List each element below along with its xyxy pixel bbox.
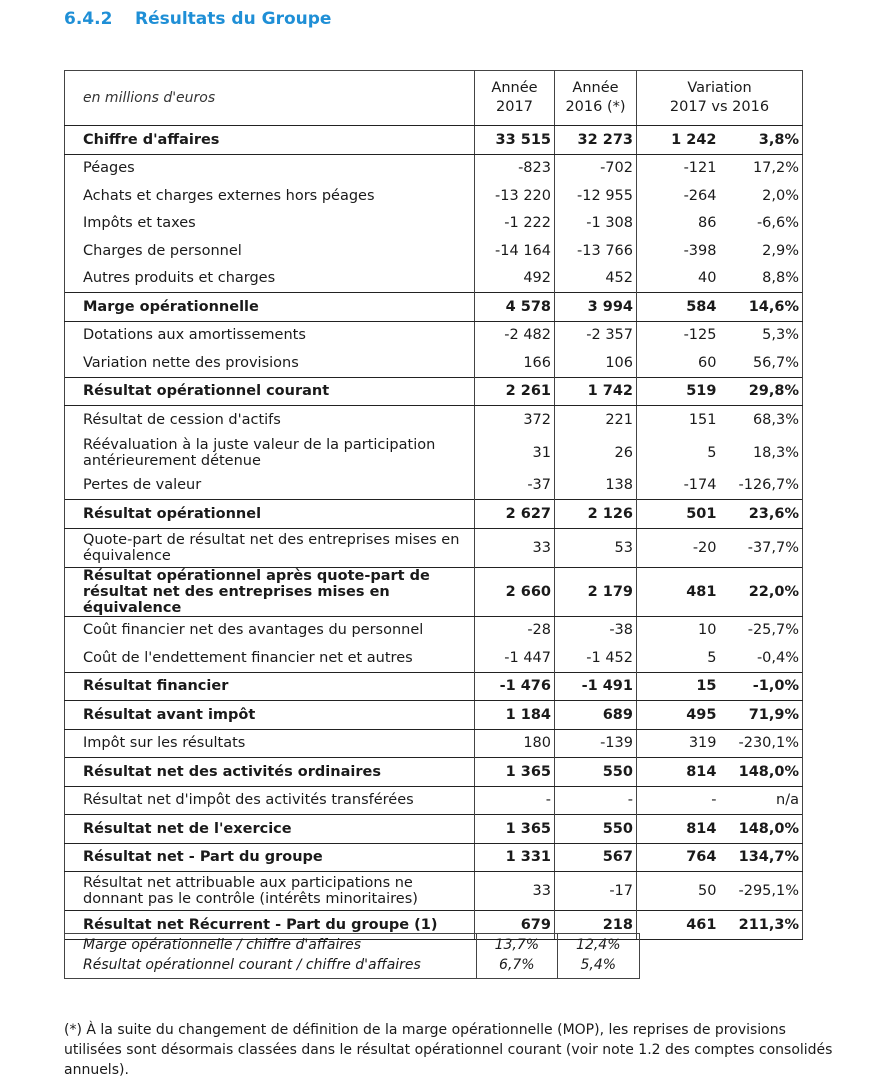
value-2017: 2 660 xyxy=(475,567,555,616)
value-variation-pct: 29,8% xyxy=(720,377,803,406)
value-variation-pct: -6,6% xyxy=(720,210,803,238)
value-2016: 567 xyxy=(555,843,637,872)
row-label: Résultat opérationnel courant xyxy=(65,377,475,406)
value-variation: 814 xyxy=(637,815,720,844)
row-label: Pertes de valeur xyxy=(65,472,475,500)
value-variation-pct: 5,3% xyxy=(720,321,803,349)
table-row xyxy=(65,406,803,434)
value-variation: 481 xyxy=(637,567,720,616)
value-2016: -17 xyxy=(555,872,637,911)
section-title: Résultats du Groupe xyxy=(135,9,332,29)
value-2016: -2 357 xyxy=(555,321,637,349)
value-variation: 319 xyxy=(637,729,720,758)
table-row xyxy=(65,729,803,758)
ratio-2016-values xyxy=(557,934,639,979)
value-variation: 495 xyxy=(637,701,720,730)
row-label: Charges de personnel xyxy=(65,237,475,265)
value-variation-pct: -1,0% xyxy=(720,672,803,701)
value-variation: 10 xyxy=(637,616,720,644)
table-row xyxy=(65,567,803,616)
row-label: Résultat net - Part du groupe xyxy=(65,843,475,872)
ratio-label: Marge opérationnelle / chiffre d'affaires xyxy=(83,937,362,953)
row-label: Variation nette des provisions xyxy=(65,349,475,377)
value-2017: 492 xyxy=(475,265,555,293)
value-variation-pct: -37,7% xyxy=(720,528,803,567)
value-2017: - xyxy=(475,786,555,815)
value-variation: - xyxy=(637,786,720,815)
value-variation: -264 xyxy=(637,182,720,210)
row-label: Marge opérationnelle xyxy=(65,293,475,322)
value-variation-pct: n/a xyxy=(720,786,803,815)
value-2017: -1 476 xyxy=(475,672,555,701)
value-variation: 764 xyxy=(637,843,720,872)
value-2017: 4 578 xyxy=(475,293,555,322)
value-variation: 40 xyxy=(637,265,720,293)
value-variation-pct: 17,2% xyxy=(720,154,803,182)
value-2017: 2 261 xyxy=(475,377,555,406)
table-row xyxy=(65,843,803,872)
results-table xyxy=(64,70,803,940)
row-label: Résultat opérationnel après quote-part de résultat net des entreprises mises en équivalence xyxy=(65,567,475,616)
table-row xyxy=(65,786,803,815)
value-2017: -1 222 xyxy=(475,210,555,238)
row-label: Coût financier net des avantages du personnel xyxy=(65,616,475,644)
section-heading xyxy=(64,9,331,29)
row-label: Résultat net attribuable aux participations ne donnant pas le contrôle (intérêts minoritaires) xyxy=(65,872,475,911)
value-2017: -1 447 xyxy=(475,644,555,672)
value-variation-pct: -0,4% xyxy=(720,644,803,672)
value-2016: 32 273 xyxy=(555,126,637,155)
row-label: Quote-part de résultat net des entreprises mises en équivalence xyxy=(65,528,475,567)
row-label: Impôt sur les résultats xyxy=(65,729,475,758)
value-2016: -1 308 xyxy=(555,210,637,238)
row-label: Résultat net de l'exercice xyxy=(65,815,475,844)
value-2016: 218 xyxy=(555,911,637,940)
value-2016: 221 xyxy=(555,406,637,434)
value-variation-pct: 8,8% xyxy=(720,265,803,293)
table-row xyxy=(65,616,803,644)
table-row xyxy=(65,701,803,730)
value-variation-pct: 14,6% xyxy=(720,293,803,322)
units-label: en millions d'euros xyxy=(65,71,475,126)
value-2017: -37 xyxy=(475,472,555,500)
value-variation-pct: 211,3% xyxy=(720,911,803,940)
value-2016: 138 xyxy=(555,472,637,500)
table-row xyxy=(65,872,803,911)
value-2017: 2 627 xyxy=(475,500,555,529)
value-2016: 26 xyxy=(555,434,637,472)
value-variation-pct: 22,0% xyxy=(720,567,803,616)
row-label: Résultat opérationnel xyxy=(65,500,475,529)
value-2017: 33 515 xyxy=(475,126,555,155)
row-label: Coût de l'endettement financier net et autres xyxy=(65,644,475,672)
value-2017: 679 xyxy=(475,911,555,940)
value-2017: 372 xyxy=(475,406,555,434)
value-variation: 501 xyxy=(637,500,720,529)
table-row xyxy=(65,182,803,210)
value-variation-pct: -230,1% xyxy=(720,729,803,758)
value-variation: 1 242 xyxy=(637,126,720,155)
value-2016: 2 179 xyxy=(555,567,637,616)
value-2017: 166 xyxy=(475,349,555,377)
table-row xyxy=(65,265,803,293)
value-variation: 584 xyxy=(637,293,720,322)
ratios-row xyxy=(65,934,640,979)
value-variation-pct: 68,3% xyxy=(720,406,803,434)
value-variation: -174 xyxy=(637,472,720,500)
value-2017: 33 xyxy=(475,872,555,911)
table-row xyxy=(65,758,803,787)
row-label: Résultat net des activités ordinaires xyxy=(65,758,475,787)
value-2017: -14 164 xyxy=(475,237,555,265)
table-row xyxy=(65,293,803,322)
header-variation: Variation 2017 vs 2016 xyxy=(637,71,803,126)
value-variation-pct: -295,1% xyxy=(720,872,803,911)
value-2016: 53 xyxy=(555,528,637,567)
table-row xyxy=(65,434,803,472)
value-variation: 519 xyxy=(637,377,720,406)
row-label: Péages xyxy=(65,154,475,182)
value-2016: -13 766 xyxy=(555,237,637,265)
value-2017: -28 xyxy=(475,616,555,644)
value-variation: -20 xyxy=(637,528,720,567)
ratio-labels xyxy=(65,934,477,979)
value-2016: 3 994 xyxy=(555,293,637,322)
value-2016: 1 742 xyxy=(555,377,637,406)
row-label: Achats et charges externes hors péages xyxy=(65,182,475,210)
row-label: Résultat de cession d'actifs xyxy=(65,406,475,434)
row-label: Résultat avant impôt xyxy=(65,701,475,730)
value-2016: 2 126 xyxy=(555,500,637,529)
table-row xyxy=(65,528,803,567)
value-2016: -702 xyxy=(555,154,637,182)
table-row xyxy=(65,154,803,182)
value-2016: 550 xyxy=(555,758,637,787)
value-2017: -823 xyxy=(475,154,555,182)
section-number: 6.4.2 xyxy=(64,9,113,29)
value-variation-pct: 148,0% xyxy=(720,815,803,844)
value-variation: 461 xyxy=(637,911,720,940)
value-variation-pct: 3,8% xyxy=(720,126,803,155)
value-2017: 180 xyxy=(475,729,555,758)
value-2017: 1 184 xyxy=(475,701,555,730)
value-2016: 550 xyxy=(555,815,637,844)
value-variation: 60 xyxy=(637,349,720,377)
value-2016: - xyxy=(555,786,637,815)
table-row xyxy=(65,377,803,406)
value-2016: -1 491 xyxy=(555,672,637,701)
value-2017: 31 xyxy=(475,434,555,472)
value-2017: 33 xyxy=(475,528,555,567)
value-2016: -38 xyxy=(555,616,637,644)
value-variation-pct: -126,7% xyxy=(720,472,803,500)
row-label: Autres produits et charges xyxy=(65,265,475,293)
ratio-value: 5,4% xyxy=(580,957,617,973)
value-2016: -139 xyxy=(555,729,637,758)
footnote: (*) À la suite du changement de définition de la marge opérationnelle (MOP), les reprises de provisions utilisées sont désormais classées dans le résultat opérationnel courant (voir note 1.2 des comptes consolidés annuels). xyxy=(64,1022,833,1078)
row-label: Résultat net Récurrent - Part du groupe (1) xyxy=(65,911,475,940)
value-2017: 1 365 xyxy=(475,758,555,787)
table-row xyxy=(65,500,803,529)
row-label: Impôts et taxes xyxy=(65,210,475,238)
value-variation-pct: 134,7% xyxy=(720,843,803,872)
value-2016: -12 955 xyxy=(555,182,637,210)
ratio-2017-values xyxy=(477,934,557,979)
value-2016: -1 452 xyxy=(555,644,637,672)
value-2017: -2 482 xyxy=(475,321,555,349)
value-2017: 1 365 xyxy=(475,815,555,844)
table-row xyxy=(65,349,803,377)
row-label: Résultat net d'impôt des activités transférées xyxy=(65,786,475,815)
value-variation-pct: 18,3% xyxy=(720,434,803,472)
value-variation-pct: 56,7% xyxy=(720,349,803,377)
table-row xyxy=(65,237,803,265)
value-2017: -13 220 xyxy=(475,182,555,210)
value-variation: 151 xyxy=(637,406,720,434)
value-variation-pct: 2,9% xyxy=(720,237,803,265)
value-variation: -121 xyxy=(637,154,720,182)
table-row xyxy=(65,644,803,672)
value-variation: -125 xyxy=(637,321,720,349)
header-2017: Année 2017 xyxy=(475,71,555,126)
value-2016: 452 xyxy=(555,265,637,293)
table-row xyxy=(65,126,803,155)
value-variation: 50 xyxy=(637,872,720,911)
value-variation: 86 xyxy=(637,210,720,238)
value-2017: 1 331 xyxy=(475,843,555,872)
value-variation: 5 xyxy=(637,644,720,672)
header-2016: Année 2016 (*) xyxy=(555,71,637,126)
value-variation: 5 xyxy=(637,434,720,472)
table-row xyxy=(65,210,803,238)
row-label: Résultat financier xyxy=(65,672,475,701)
ratio-value: 13,7% xyxy=(494,937,540,953)
value-variation: 15 xyxy=(637,672,720,701)
ratio-value: 6,7% xyxy=(499,957,535,973)
value-2016: 106 xyxy=(555,349,637,377)
value-variation-pct: 148,0% xyxy=(720,758,803,787)
value-variation-pct: 23,6% xyxy=(720,500,803,529)
table-row xyxy=(65,472,803,500)
table-header-row xyxy=(65,71,803,126)
value-variation-pct: 71,9% xyxy=(720,701,803,730)
value-variation: 814 xyxy=(637,758,720,787)
table-row xyxy=(65,672,803,701)
ratios-table xyxy=(64,933,640,979)
table-row xyxy=(65,321,803,349)
value-variation-pct: -25,7% xyxy=(720,616,803,644)
row-label: Réévaluation à la juste valeur de la participation antérieurement détenue xyxy=(65,434,475,472)
ratio-label: Résultat opérationnel courant / chiffre d'affaires xyxy=(83,957,421,973)
table-row xyxy=(65,815,803,844)
row-label: Chiffre d'affaires xyxy=(65,126,475,155)
row-label: Dotations aux amortissements xyxy=(65,321,475,349)
value-variation-pct: 2,0% xyxy=(720,182,803,210)
value-variation: -398 xyxy=(637,237,720,265)
value-2016: 689 xyxy=(555,701,637,730)
ratio-value: 12,4% xyxy=(576,937,621,953)
